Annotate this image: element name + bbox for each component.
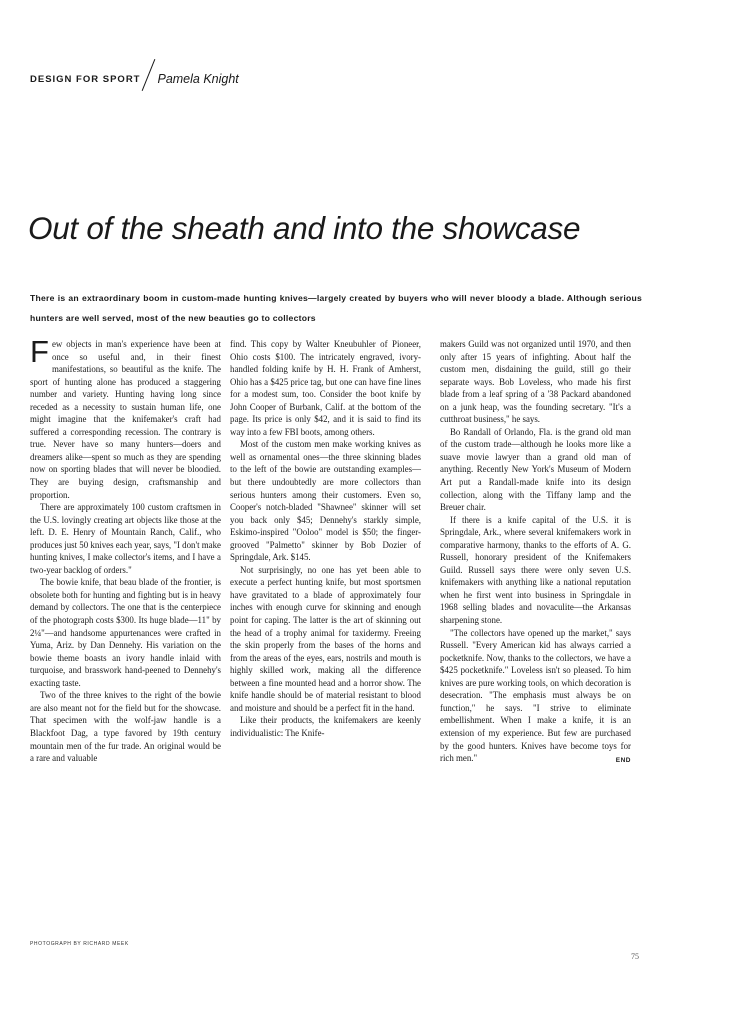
paragraph-text: ew objects in man's experience have been at once so useful and, in their finest manifestations, so beautiful as the knife. The sport of hunting alone has produced a staggering number and variety. Hunting having long since receded as a necessity to sustain human life, one might imagine that the knifemaker's craft had suffered a corresponding recession. The contrary is true. Never have so many hunters—doers and dreamers alike—spent so much as they are spending now on sporting blades that will never be bloodied. They are buying design, craftsmanship and proportion.: [30, 339, 221, 500]
body-paragraph: Two of the three knives to the right of the bowie are also meant not for the field but for the showcase. That specimen with the wolf-jaw handle is a Blackfoot Dag, a type favored by 19th century mountain men of the fur trade. An original would be a rare and valuable: [30, 690, 221, 764]
body-paragraph: If there is a knife capital of the U.S. it is Springdale, Ark., where several knifemakers work in comparative harmony, thanks to the efforts of A. G. Russell, honorary president of the Knifemakers Guild. Russell says there were only seven U.S. knifemakers with anything like a national reputation when he first went into business in Springdale in 1968 selling blades and novaculite—the Arkansas sharpening stone.: [440, 514, 631, 626]
article-column-1: [30, 334, 221, 765]
section-kicker: [30, 62, 239, 96]
paragraph-text: "The collectors have opened up the market," says Russell. "Every American kid has always carried a pocketknife. Now, thanks to the collectors, we have a $425 pocketknife." Loveless isn't so pleased. To him knives are pure working tools, on which decoration is desecration. "The emphasis must always be on function," he says. "I strive to eliminate embellishment. When I make a knife, it is an extension of my experience. But few are purchased by the good hunters. Knives have become toys for rich men.": [440, 627, 631, 764]
body-paragraph: [30, 334, 221, 501]
body-paragraph: find. This copy by Walter Kneubuhler of Pioneer, Ohio costs $100. The intricately engraved, ivory-handled folding knife by H. H. Frank of Amherst, Ohio has a $425 price tag, but one can have fine lines for a modest sum, too. Consider the boot knife by John Cooper of Burbank, Calif. at the bottom of the page. Its price is only $42, and it is said to find its way into a few FBI boots, among others.: [230, 339, 421, 437]
body-paragraph: Bo Randall of Orlando, Fla. is the grand old man of the custom trade—although he looks more like a suave movie lawyer than a grand old man of anything. Recently New York's Museum of Modern Art put a Randall-made knife into its design collection, along with the Tiffany lamp and the Breuer chair.: [440, 426, 631, 513]
section-label: DESIGN FOR SPORT: [30, 73, 141, 85]
body-paragraph: There are approximately 100 custom craftsmen in the U.S. lovingly creating art objects like those at the left. D. E. Henry of Mountain Ranch, Calif., who produces just 50 knives each year, says, "I don't make hunting knives, I make collector's items, and I have a two-year backlog of orders.": [30, 502, 221, 575]
article-column-3: [440, 338, 631, 768]
drop-cap: F: [30, 334, 49, 369]
author-byline: Pamela Knight: [157, 72, 239, 86]
body-paragraph: Most of the custom men make working knives as well as ornamental ones—the three skinning blades to the left of the bowie are outstanding examples—but there undoubtedly are more collectors than serious hunters among their customers. Even so, Cooper's notch-bladed "Shawnee" skinner will set you back only $45; Dennehy's starkly simple, Eskimo-inspired "Ooloo" model is $50; the finger-grooved "Palmetto" skinner by Bob Dozier of Springdale, Ark. $145.: [230, 439, 421, 563]
body-paragraph: The bowie knife, that beau blade of the frontier, is obsolete both for hunting and fighting but is in heavy demand by collectors. The one that is the centerpiece of the photograph costs $300. Its huge blade—11" by 2¼"—and handsome appurtenances were crafted in Yuma, Ariz. by Dan Dennehy. His variation on the bowie theme boasts an ivory handle inlaid with turquoise, and brasswork hand-peened to Dennehy's exacting taste.: [30, 577, 221, 688]
body-paragraph: Like their products, the knifemakers are keenly individualistic: The Knife-: [230, 715, 421, 738]
page-number: 75: [631, 952, 639, 961]
photo-credit: PHOTOGRAPH BY RICHARD MEEK: [30, 941, 129, 947]
article-headline: Out of the sheath and into the showcase: [28, 210, 581, 246]
body-paragraph: Not surprisingly, no one has yet been able to execute a perfect hunting knife, but most sportsmen have gravitated to a blade of approximately four inches with enough curve for skinning and enough point for caping. The latter is the art of skinning out the head of a trophy animal for taxidermy. Freeing the skin properly from the bases of the horns and from the areas of the eyes, ears, nostrils and mouth is highly skilled work, making all the difference between a fine mounted head and a horror show. The knife handle should be of material resistant to blood and moisture and should be a perfect fit in the hand.: [230, 564, 421, 713]
body-paragraph: [440, 627, 631, 765]
article-column-2: [230, 338, 421, 740]
body-paragraph: makers Guild was not organized until 1970, and then only after 15 years of infighting. About half the custom men, disdaining the guild, still go their separate ways. Bob Loveless, who made his first blade from a leaf spring of a '38 Packard abandoned on a junk heap, was the founding secretary. "It's a cutthroat business," he says.: [440, 339, 631, 425]
kicker-slash-divider: [142, 59, 156, 91]
article-deck: There is an extraordinary boom in custom-made hunting knives—largely created by buyers who will never bloody a blade. Although serious hunters are well served, most of the new beauties go to collectors: [30, 293, 642, 323]
end-mark: END: [615, 757, 631, 765]
